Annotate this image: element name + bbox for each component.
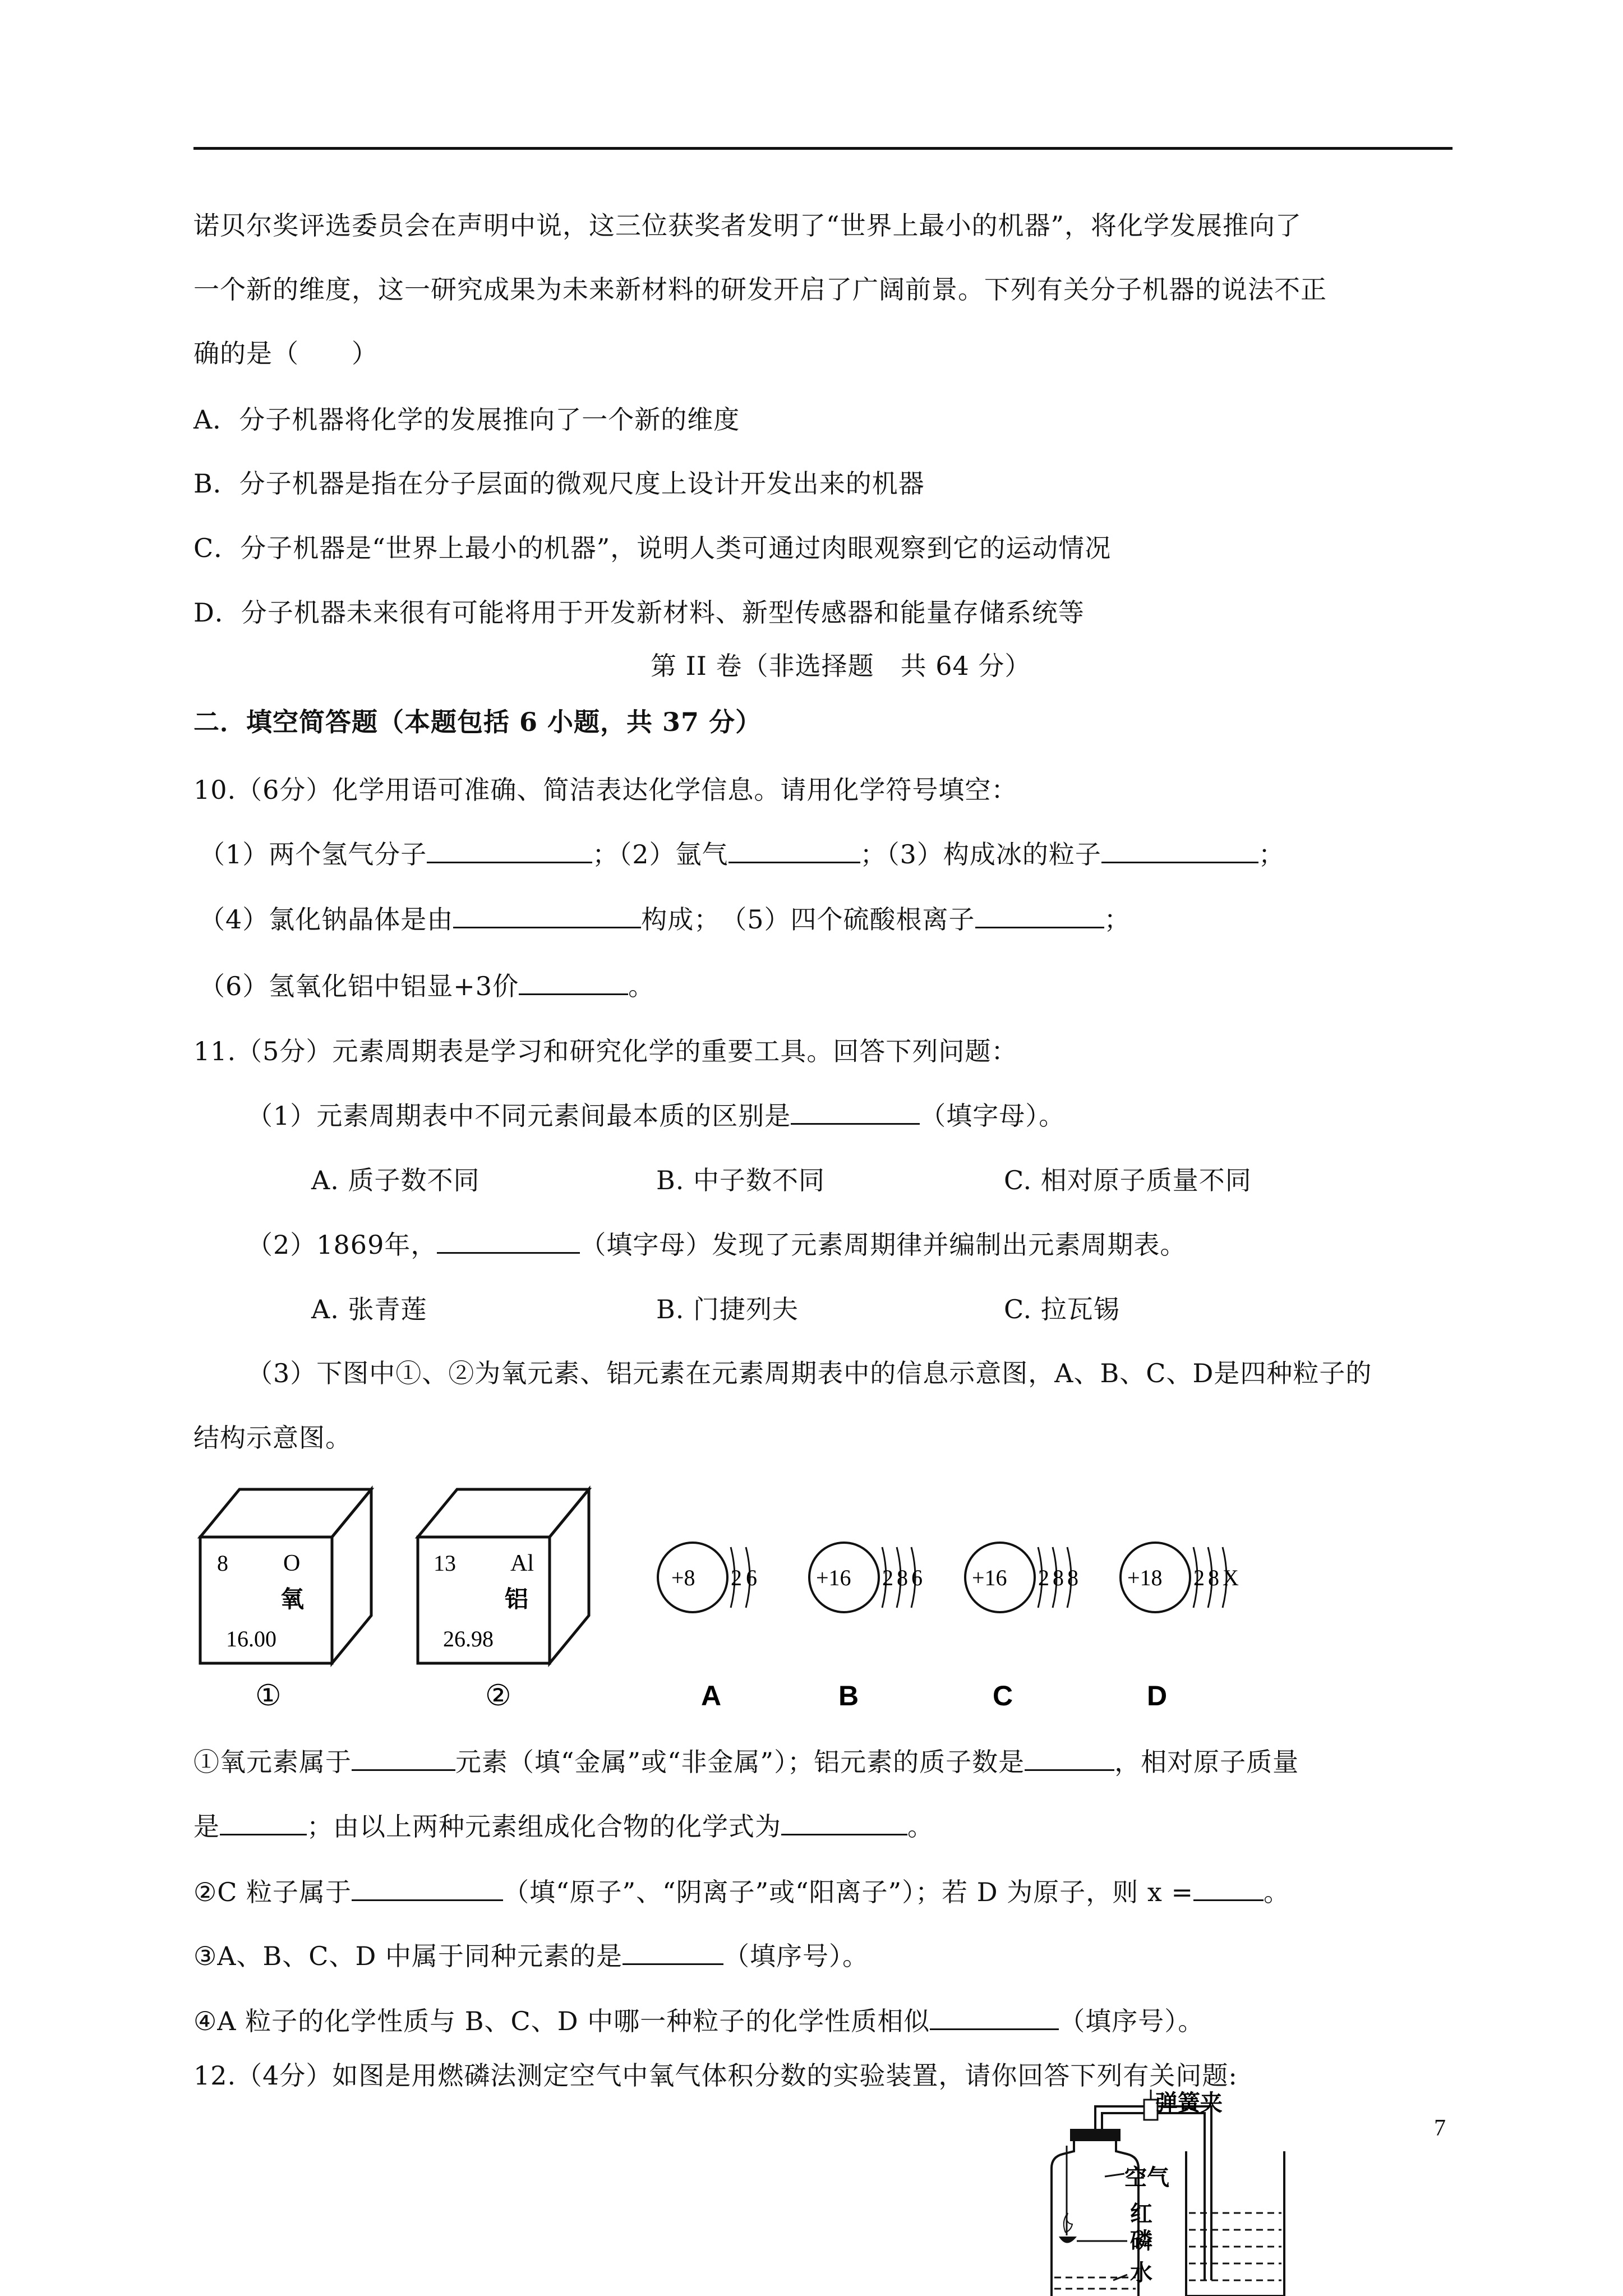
q11-s2b: （填“原子”、“阴离子”或“阳离子”）；若 D 为原子，则 x = xyxy=(503,1877,1194,1907)
q11-s4b: （填序号）。 xyxy=(1059,2006,1205,2036)
cell2-name: 铝 xyxy=(505,1587,529,1613)
atom-d-shell3: X xyxy=(1223,1565,1239,1590)
answer-blank-14[interactable] xyxy=(1193,1875,1264,1901)
q11-p2-option-b: B. 门捷列夫 xyxy=(656,1294,799,1324)
q11-s3a: ③A、B、C、D 中属于同种元素的是 xyxy=(193,1941,623,1971)
q11-sub1-line2 xyxy=(193,1809,934,1843)
q11-part1 xyxy=(247,1098,1065,1133)
q10-stem: 10.（6分）化学用语可准确、简洁表达化学信息。请用化学符号填空： xyxy=(193,775,1018,805)
q11-p2-tail: （填字母）发现了元素周期律并编制出元素周期表。 xyxy=(580,1230,1187,1260)
answer-blank-3[interactable] xyxy=(1101,837,1258,863)
q10-line3 xyxy=(199,969,654,1003)
answer-blank-11[interactable] xyxy=(220,1809,307,1835)
cell1-mass: 16.00 xyxy=(226,1626,276,1651)
cell1-number: 8 xyxy=(217,1550,228,1576)
section-ii-title: 第 II 卷（非选择题 共 64 分） xyxy=(651,651,1031,681)
q9-option-a: A．分子机器将化学的发展推向了一个新的维度 xyxy=(193,404,740,435)
cell2-caption: ② xyxy=(485,1680,511,1712)
answer-blank-10[interactable] xyxy=(1025,1745,1114,1771)
q11-sub1-line1 xyxy=(193,1745,1299,1779)
q11-part3-line2: 结构示意图。 xyxy=(193,1423,352,1453)
atom-c-caption: C xyxy=(993,1680,1013,1711)
q10-line1 xyxy=(199,837,1285,871)
cell2-symbol: Al xyxy=(510,1550,534,1576)
q11-p2-option-a: A. 张青莲 xyxy=(311,1294,427,1324)
q11-p2a: （2）1869年， xyxy=(247,1230,437,1260)
q10-l1a: （1）两个氢气分子 xyxy=(199,839,427,869)
q11-s1b: 元素（填“金属”或“非金属”）；铝元素的质子数是 xyxy=(455,1747,1025,1777)
q11-s3b: （填序号）。 xyxy=(723,1941,869,1971)
atom-a-nucleus: +8 xyxy=(671,1565,695,1590)
q10-l2b: 构成； （5）四个硫酸根离子 xyxy=(641,904,975,935)
label-air: 空气 xyxy=(1124,2165,1169,2190)
q9-option-d: D．分子机器未来很有可能将用于开发新材料、新型传感器和能量存储系统等 xyxy=(193,597,1085,628)
atom-a-shell2: 6 xyxy=(746,1565,757,1590)
answer-blank-6[interactable] xyxy=(519,969,628,995)
q11-p1-tail: （填字母）。 xyxy=(920,1101,1066,1131)
atom-c-shell2: 8 xyxy=(1053,1565,1064,1590)
phosphorus-apparatus xyxy=(1021,2090,1290,2296)
atom-c xyxy=(965,1543,1078,1711)
label-spring-clip: 弹簧夹 xyxy=(1155,2090,1223,2115)
atom-a-caption: A xyxy=(701,1680,722,1711)
answer-blank-8[interactable] xyxy=(437,1227,580,1254)
atom-b-shell1: 2 xyxy=(882,1565,893,1590)
cell1-name: 氧 xyxy=(280,1587,305,1613)
atom-c-shell1: 2 xyxy=(1038,1565,1049,1590)
q10-l1d: ； xyxy=(1258,839,1285,869)
q10-l1b: ；（2）氩气 xyxy=(592,839,728,869)
answer-blank-12[interactable] xyxy=(781,1809,907,1835)
answer-blank-2[interactable] xyxy=(728,837,860,863)
cell1-symbol: O xyxy=(283,1550,301,1576)
q9-text-line1: 诺贝尔奖评选委员会在声明中说，这三位获奖者发明了“世界上最小的机器”，将化学发展推向了 xyxy=(193,210,1302,241)
q11-p1: （1）元素周期表中不同元素间最本质的区别是 xyxy=(247,1101,791,1131)
q11-sub4 xyxy=(193,2004,1204,2038)
q11-sub3 xyxy=(193,1939,869,1973)
q9-option-c: C．分子机器是“世界上最小的机器”，说明人类可通过肉眼观察到它的运动情况 xyxy=(193,533,1112,563)
atom-d xyxy=(1121,1543,1239,1711)
q9-text-line2: 一个新的维度，这一研究成果为未来新材料的研发开启了广阔前景。下列有关分子机器的说法不正 xyxy=(193,274,1327,305)
q11-p2-option-c: C. 拉瓦锡 xyxy=(1004,1294,1120,1324)
answer-blank-5[interactable] xyxy=(975,902,1104,928)
q9-option-b: B．分子机器是指在分子层面的微观尺度上设计开发出来的机器 xyxy=(193,468,925,499)
atom-b-shell2: 8 xyxy=(897,1565,908,1590)
atom-d-shell1: 2 xyxy=(1193,1565,1205,1590)
q11-s2c: 。 xyxy=(1264,1877,1290,1907)
atom-b-caption: B xyxy=(838,1680,859,1711)
atom-b-nucleus: +16 xyxy=(816,1565,851,1590)
cell2-mass: 26.98 xyxy=(443,1626,494,1651)
q11-sub2 xyxy=(193,1875,1290,1909)
atom-b-shell3: 6 xyxy=(911,1565,923,1590)
cell2-number: 13 xyxy=(434,1550,456,1576)
answer-blank-4[interactable] xyxy=(453,902,641,928)
header-rule xyxy=(193,147,1453,150)
label-phosphorus-2: 磷 xyxy=(1130,2228,1152,2253)
q10-l3a: （6）氢氧化铝中铝显+3价 xyxy=(199,971,519,1001)
q11-s2a: ②C 粒子属于 xyxy=(193,1877,352,1907)
atom-a-shell1: 2 xyxy=(731,1565,742,1590)
q9-text-line3: 确的是（ ） xyxy=(193,338,378,369)
answer-blank-1[interactable] xyxy=(427,837,592,863)
q11-p1-option-a: A. 质子数不同 xyxy=(311,1165,480,1195)
q11-s1c: ，相对原子质量 xyxy=(1114,1747,1299,1777)
atom-d-nucleus: +18 xyxy=(1127,1565,1163,1590)
answer-blank-15[interactable] xyxy=(623,1939,723,1965)
atom-c-shell3: 8 xyxy=(1067,1565,1078,1590)
cell1-caption: ① xyxy=(255,1680,282,1712)
page-number: 7 xyxy=(1434,2115,1446,2141)
answer-blank-16[interactable] xyxy=(930,2004,1059,2030)
atom-b xyxy=(809,1543,923,1711)
q11-s1f: 。 xyxy=(907,1811,934,1842)
atom-d-shell2: 8 xyxy=(1208,1565,1219,1590)
q10-l3b: 。 xyxy=(628,971,655,1001)
q11-part2 xyxy=(247,1227,1186,1262)
q10-l1c: ；（3）构成冰的粒子 xyxy=(860,839,1101,869)
q11-part3-line1: （3）下图中①、②为氧元素、铝元素在元素周期表中的信息示意图，A、B、C、D是四种粒子的 xyxy=(247,1358,1372,1388)
atom-d-caption: D xyxy=(1147,1680,1168,1711)
q10-l2c: ； xyxy=(1104,904,1131,935)
label-phosphorus-1: 红 xyxy=(1130,2201,1152,2226)
answer-blank-9[interactable] xyxy=(352,1745,455,1771)
label-water: 水 xyxy=(1130,2260,1152,2285)
answer-blank-7[interactable] xyxy=(791,1098,920,1125)
answer-blank-13[interactable] xyxy=(352,1875,503,1901)
q10-l2a: （4）氯化钠晶体是由 xyxy=(199,904,454,935)
q10-line2 xyxy=(199,902,1131,936)
bottle-stopper xyxy=(1070,2129,1121,2141)
q11-s1e: ；由以上两种元素组成化合物的化学式为 xyxy=(307,1811,781,1842)
q11-s4a: ④A 粒子的化学性质与 B、C、D 中哪一种粒子的化学性质相似 xyxy=(193,2006,930,2036)
section-two-heading: 二．填空简答题（本题包括 6 小题，共 37 分） xyxy=(193,707,762,737)
q11-p1-option-c: C. 相对原子质量不同 xyxy=(1004,1165,1252,1195)
element-structure-figure xyxy=(193,1481,1259,1722)
q11-stem: 11.（5分）元素周期表是学习和研究化学的重要工具。回答下列问题： xyxy=(193,1036,1018,1066)
atom-c-nucleus: +16 xyxy=(972,1565,1007,1590)
q12-stem: 12.（4分）如图是用燃磷法测定空气中氧气体积分数的实验装置，请你回答下列有关问题: xyxy=(193,2060,1238,2091)
q11-p1-option-b: B. 中子数不同 xyxy=(656,1165,826,1195)
atom-a xyxy=(658,1543,757,1711)
q11-s1d: 是 xyxy=(193,1811,220,1842)
q11-s1a: ①氧元素属于 xyxy=(193,1747,352,1777)
